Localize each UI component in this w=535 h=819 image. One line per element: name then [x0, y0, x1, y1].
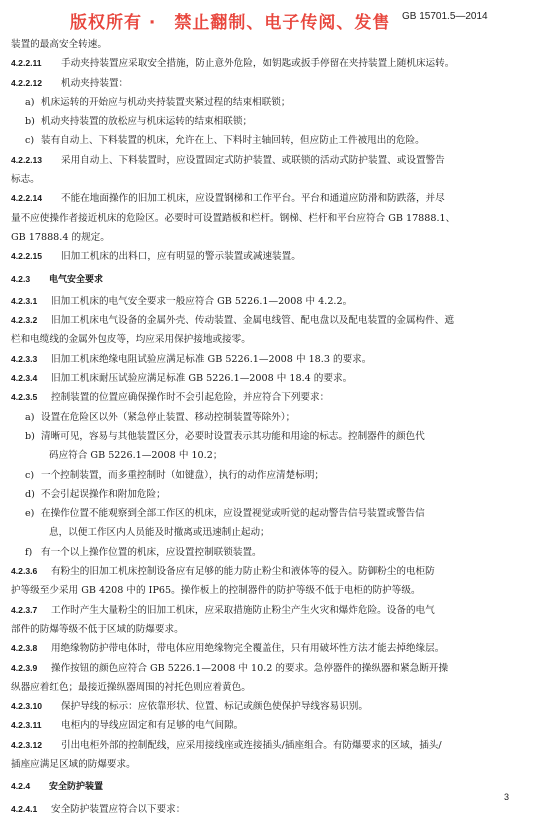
clause-text: 采用自动上、下料装置时，应设置固定式防护装置、或联锁的活动式防护装置、或设置警告 [61, 154, 445, 166]
section-heading-4-2-4 [11, 777, 526, 796]
list-item [11, 93, 526, 112]
clause-number: 4.2.2.12 [11, 77, 43, 88]
body-text [11, 35, 526, 819]
clause-number: 4.2.3.7 [11, 604, 38, 615]
item-text: 在操作位置不能观察到全部工作区的机床，应设置视觉或听觉的起动警告信号装置或警告信 [41, 508, 425, 520]
clause-number: 4.2.3.1 [11, 295, 38, 306]
section-number: 4.2.4 [11, 781, 31, 792]
text-line: 栏和电缆线的金属外包皮等，均应采用保护接地或接零。 [11, 334, 251, 346]
clause-text: 旧加工机床耐压试验应满足标准 GB 5226.1—2008 中 18.4 的要求。 [51, 373, 353, 385]
clause-4-2-3-8 [11, 639, 526, 658]
text-line: 护等级至少采用 GB 4208 中的 IP65。操作板上的控制器件的防护等级不低于电柜的防护等级。 [11, 585, 421, 597]
clause-text: 工作时产生大量粉尘的旧加工机床，应采取措施防止粉尘产生火灾和爆炸危险。设备的电气 [51, 604, 435, 616]
clause-text: 不能在地面操作的旧加工机床，应设置钢梯和工作平台。平台和通道应防滑和防跌落，并尽 [61, 193, 445, 205]
list-item [11, 504, 526, 523]
list-item [11, 466, 526, 485]
section-title: 安全防护装置 [49, 781, 104, 792]
text-line: 装置的最高安全转速。 [11, 39, 107, 50]
clause-4-2-2-11 [11, 54, 526, 73]
clause-text: 引出电柜外部的控制配线，应采用接线座或连接插头/插座组合。有防爆要求的区域，插头/ [61, 739, 442, 751]
list-item [11, 112, 526, 131]
item-marker: f) [25, 546, 33, 558]
clause-number: 4.2.2.13 [11, 154, 43, 165]
clause-4-2-2-15 [11, 247, 526, 266]
list-item [11, 408, 526, 427]
clause-number: 4.2.3.5 [11, 392, 38, 403]
clause-text: 旧加工机床电气设备的金属外壳、传动装置、金属电线管、配电盘以及配电装置的金属构件、遮 [51, 315, 454, 327]
clause-number: 4.2.3.12 [11, 739, 43, 750]
clause-number: 4.2.2.11 [11, 58, 42, 69]
clause-number: 4.2.3.2 [11, 315, 38, 326]
clause-4-2-2-12 [11, 74, 526, 93]
page-number: 3 [504, 792, 510, 802]
clause-number: 4.2.3.4 [11, 373, 38, 384]
text-line: 量不应使操作者接近机床的危险区。必要时可设置踏板和栏杆。钢梯、栏杆和平台应符合 GB 17888.1、 [11, 212, 456, 224]
clause-text: 操作按钮的颜色应符合 GB 5226.1—2008 中 10.2 的要求。急停器件的操纵器和紧急断开操 [51, 662, 449, 674]
clause-text: 用绝缘物防护带电体时，带电体应用绝缘物完全覆盖住，只有用破坏性方法才能去掉绝缘层。 [51, 643, 445, 655]
clause-text: 机动夹持装置： [61, 77, 129, 89]
item-marker: d) [25, 488, 35, 500]
clause-text: 控制装置的位置应确保操作时不会引起危险，并应符合下列要求： [51, 392, 330, 404]
clause-number: 4.2.4.1 [11, 803, 38, 814]
clause-4-2-2-14 [11, 189, 526, 208]
clause-number: 4.2.2.14 [11, 193, 43, 204]
clause-text: 电柜内的导线应固定和有足够的电气间隙。 [61, 720, 244, 732]
clause-4-2-3-12 [11, 736, 526, 755]
copyright-watermark: 版权所有 · 禁止翻制、电子传阅、发售 [70, 13, 391, 33]
text-line: GB 17888.4 的规定。 [11, 231, 110, 243]
clause-4-2-3-11 [11, 716, 526, 735]
item-text: 装有自动上、下料装置的机床，允许在上、下料时主轴回转，但应防止工件被甩出的危险。 [41, 135, 425, 147]
clause-4-2-3-5 [11, 388, 526, 407]
clause-number: 4.2.3.6 [11, 566, 38, 577]
clause-text: 旧加工机床的电气安全要求一般应符合 GB 5226.1—2008 中 4.2.2。 [51, 295, 353, 307]
item-text: 机床运转的开始应与机动夹持装置夹紧过程的结束相联锁； [41, 96, 291, 108]
item-marker: c) [25, 469, 35, 481]
section-number: 4.2.3 [11, 273, 31, 284]
item-marker: b) [25, 430, 35, 442]
item-marker: e) [25, 508, 35, 520]
item-marker: a) [25, 411, 35, 423]
clause-4-2-3-10 [11, 697, 526, 716]
item-text: 机动夹持装置的放松应与机床运转的结束相联锁； [41, 116, 253, 128]
clause-number: 4.2.3.10 [11, 701, 43, 712]
clause-4-2-3-9 [11, 659, 526, 678]
list-item [11, 427, 526, 446]
clause-text: 有粉尘的旧加工机床控制设备应有足够的能力防止粉尘和液体等的侵入。防御粉尘的电柜防 [51, 566, 435, 578]
item-text: 设置在危险区以外（紧急停止装置、移动控制装置等除外）； [41, 411, 296, 423]
text-line: 标志。 [11, 174, 40, 186]
clause-number: 4.2.3.11 [11, 720, 42, 731]
text-line: 插座应满足区域的防爆要求。 [11, 758, 136, 770]
clause-text: 手动夹持装置应采取安全措施，防止意外危险，如钥匙或扳手停留在夹持装置上随机床运转。 [61, 58, 455, 70]
clause-4-2-3-6 [11, 562, 526, 581]
text-line: 纵器应着红色；最接近操纵器周围的衬托色则应着黄色。 [11, 681, 251, 693]
clause-text: 旧加工机床的出料口，应有明显的警示装置或减速装置。 [61, 251, 301, 263]
standard-code: GB 15701.5—2014 [402, 11, 488, 22]
text-line: 部件的防爆等级不低于区域的防爆要求。 [11, 623, 184, 635]
clause-4-2-3-7 [11, 601, 526, 620]
clause-4-2-3-1 [11, 292, 526, 311]
clause-number: 4.2.3.8 [11, 643, 38, 654]
clause-number: 4.2.3.9 [11, 662, 38, 673]
clause-text: 保护导线的标示：应依靠形状、位置、标记或颜色使保护导线容易识别。 [61, 701, 368, 713]
clause-4-2-3-3 [11, 350, 526, 369]
list-item-continuation: 息，以便工作区内人员能及时撤离或迅速制止起动； [49, 527, 270, 539]
clause-4-2-3-4 [11, 369, 526, 388]
item-marker: b) [25, 116, 35, 128]
item-text: 有一个以上操作位置的机床，应设置控制联锁装置。 [41, 546, 262, 558]
list-item [11, 131, 526, 150]
item-marker: a) [25, 96, 35, 108]
list-item-continuation: 码应符合 GB 5226.1—2008 中 10.2； [49, 450, 223, 462]
clause-number: 4.2.2.15 [11, 251, 43, 262]
clause-text: 旧加工机床绝缘电阻试验应满足标准 GB 5226.1—2008 中 18.3 的要求。 [51, 353, 372, 365]
item-text: 清晰可见，容易与其他装置区分，必要时设置表示其功能和用途的标志。控制器件的颜色代 [41, 430, 425, 442]
section-title: 电气安全要求 [49, 273, 104, 284]
section-heading-4-2-3 [11, 270, 526, 289]
list-item [11, 543, 526, 562]
clause-4-2-3-2 [11, 311, 526, 330]
item-text: 一个控制装置，而多重控制时（如键盘），执行的动作应清楚标明； [41, 469, 325, 481]
clause-number: 4.2.3.3 [11, 353, 38, 364]
item-marker: c) [25, 135, 35, 147]
item-text: 不会引起误操作和附加危险； [41, 488, 166, 500]
clause-4-2-2-13 [11, 151, 526, 170]
clause-text: 安全防护装置应符合以下要求： [51, 803, 186, 815]
list-item [11, 485, 526, 504]
